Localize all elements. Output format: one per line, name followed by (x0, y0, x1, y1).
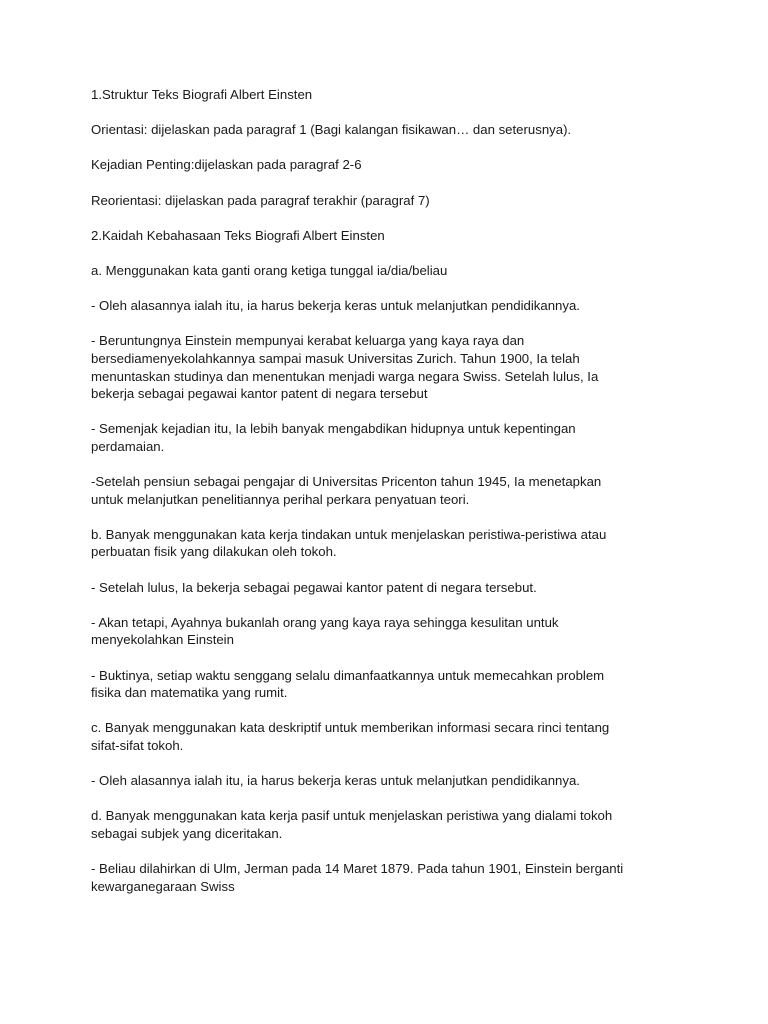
paragraph (91, 227, 691, 245)
paragraph (91, 614, 691, 649)
text-line: - Beruntungnya Einstein mempunyai kerabat keluarga yang kaya raya dan (91, 333, 525, 349)
text-line: a. Menggunakan kata ganti orang ketiga tunggal ia/dia/beliau (91, 262, 448, 278)
paragraph (91, 121, 691, 139)
paragraph (91, 297, 691, 315)
text-line: bekerja sebagai pegawai kantor patent di negara tersebut (91, 386, 428, 402)
paragraph (91, 156, 691, 174)
paragraph (91, 667, 691, 702)
text-line: d. Banyak menggunakan kata kerja pasif untuk menjelaskan peristiwa yang dialami tokoh (91, 808, 613, 824)
text-line: sifat-sifat tokoh. (91, 737, 184, 753)
text-line: bersediamenyekolahkannya sampai masuk Universitas Zurich. Tahun 1900, Ia telah (91, 350, 580, 366)
document-page (91, 86, 691, 913)
text-line: Kejadian Penting:dijelaskan pada paragraf 2-6 (91, 157, 362, 173)
text-line: c. Banyak menggunakan kata deskriptif untuk memberikan informasi secara rinci tentang (91, 720, 610, 736)
paragraph (91, 420, 691, 455)
paragraph (91, 332, 691, 402)
text-line: menuntaskan studinya dan menentukan menjadi warga negara Swiss. Setelah lulus, Ia (91, 368, 599, 384)
paragraph (91, 192, 691, 210)
paragraph (91, 579, 691, 597)
text-line: untuk melanjutkan penelitiannya perihal perkara penyatuan teori. (91, 491, 470, 507)
text-line: perdamaian. (91, 438, 165, 454)
text-line: b. Banyak menggunakan kata kerja tindakan untuk menjelaskan peristiwa-peristiwa atau (91, 526, 607, 542)
text-line: -Setelah pensiun sebagai pengajar di Universitas Pricenton tahun 1945, Ia menetapkan (91, 474, 602, 490)
text-line: - Oleh alasannya ialah itu, ia harus bekerja keras untuk melanjutkan pendidikannya. (91, 773, 580, 789)
paragraph (91, 772, 691, 790)
text-line: - Oleh alasannya ialah itu, ia harus bekerja keras untuk melanjutkan pendidikannya. (91, 298, 580, 314)
text-line: kewarganegaraan Swiss (91, 878, 235, 894)
text-line: - Semenjak kejadian itu, Ia lebih banyak mengabdikan hidupnya untuk kepentingan (91, 421, 576, 437)
text-line: Orientasi: dijelaskan pada paragraf 1 (Bagi kalangan fisikawan… dan seterusnya). (91, 122, 572, 138)
paragraph (91, 473, 691, 508)
paragraph (91, 262, 691, 280)
text-line: - Setelah lulus, Ia bekerja sebagai pegawai kantor patent di negara tersebut. (91, 579, 537, 595)
paragraph (91, 860, 691, 895)
text-line: 1.Struktur Teks Biografi Albert Einsten (91, 87, 313, 102)
text-line: fisika dan matematika yang rumit. (91, 685, 288, 701)
text-line: - Akan tetapi, Ayahnya bukanlah orang yang kaya raya sehingga kesulitan untuk (91, 614, 559, 630)
text-line: sebagai subjek yang diceritakan. (91, 825, 283, 841)
text-line: 2.Kaidah Kebahasaan Teks Biografi Albert Einsten (91, 227, 385, 243)
text-line: perbuatan fisik yang dilakukan oleh tokoh. (91, 544, 337, 560)
text-line: - Beliau dilahirkan di Ulm, Jerman pada 14 Maret 1879. Pada tahun 1901, Einstein berganti (91, 861, 624, 877)
paragraph (91, 807, 691, 842)
text-line: - Buktinya, setiap waktu senggang selalu dimanfaatkannya untuk memecahkan problem (91, 667, 605, 683)
text-line: Reorientasi: dijelaskan pada paragraf terakhir (paragraf 7) (91, 192, 430, 208)
paragraph (91, 526, 691, 561)
text-line: menyekolahkan Einstein (91, 632, 234, 648)
paragraph (91, 719, 691, 754)
paragraph (91, 86, 691, 104)
